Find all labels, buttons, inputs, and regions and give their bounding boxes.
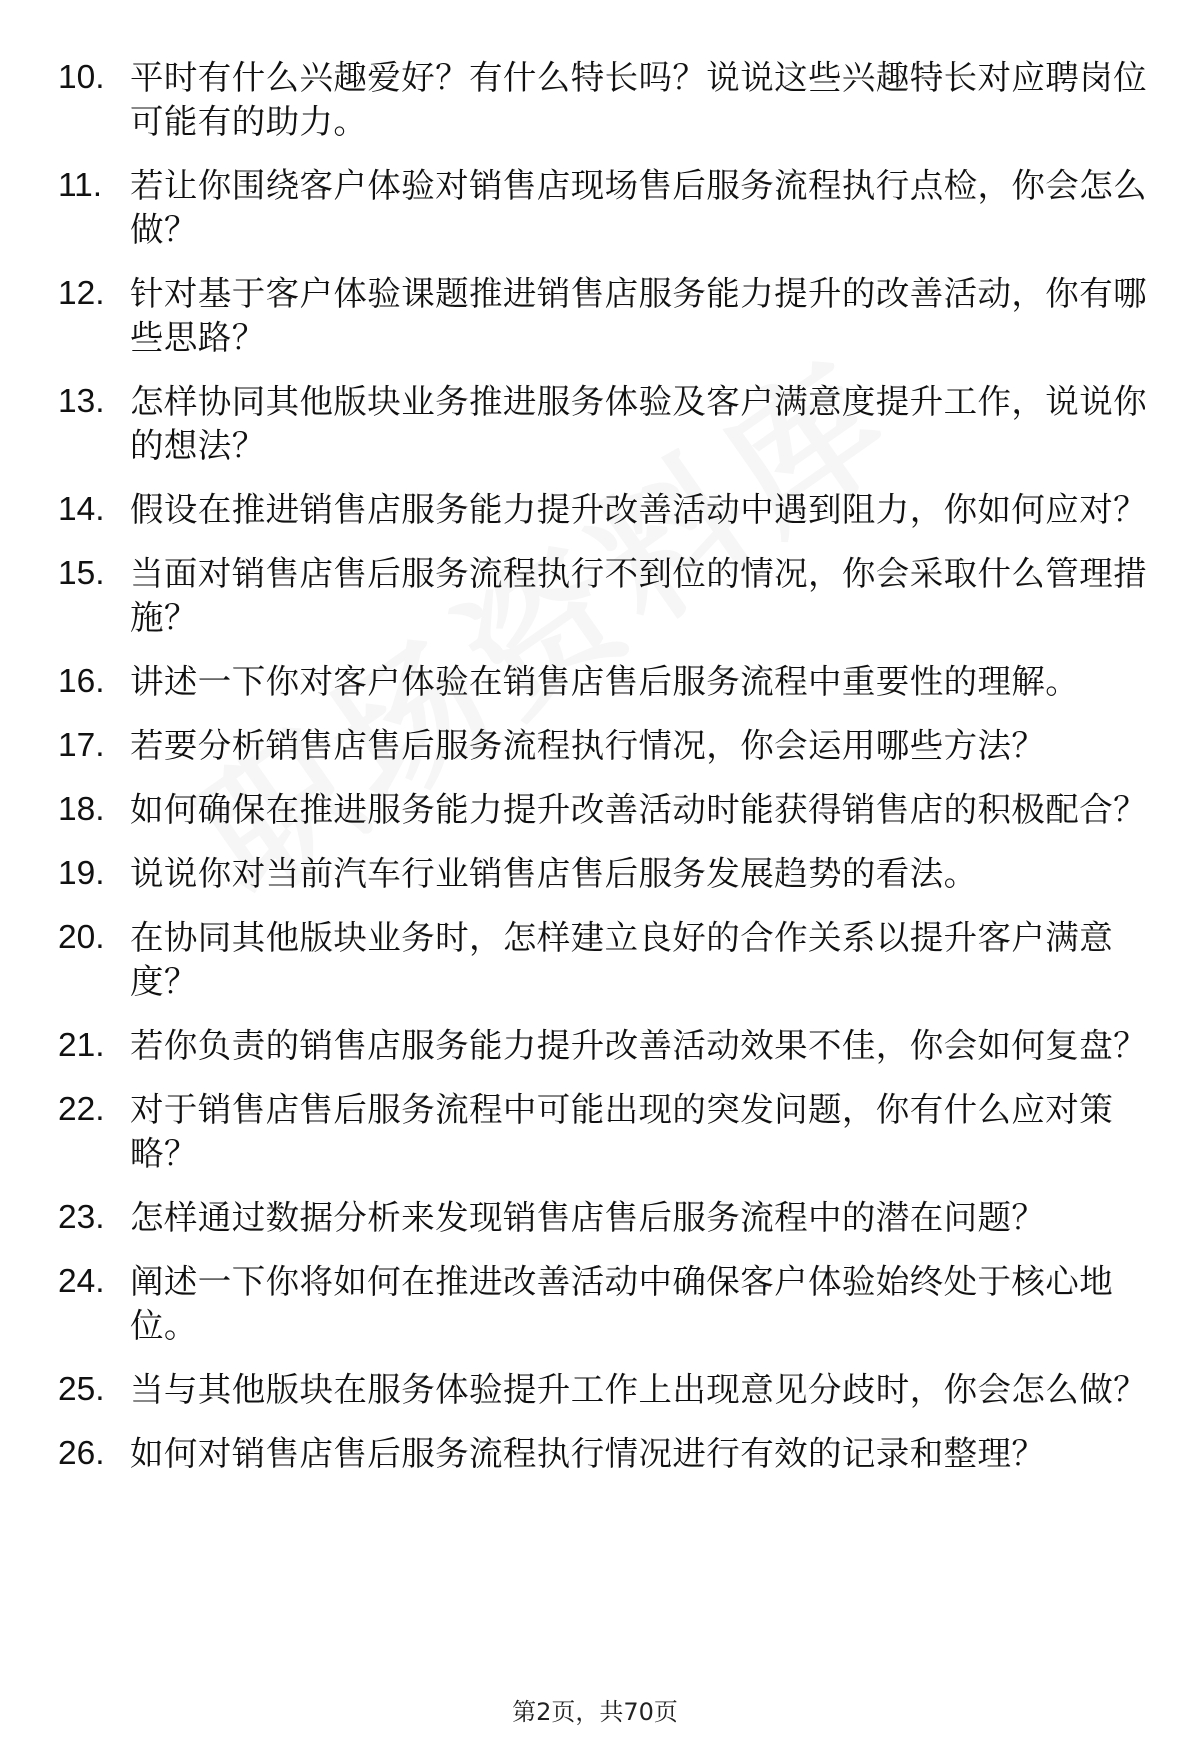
question-number: 15.	[58, 555, 105, 592]
question-number: 12.	[58, 275, 105, 312]
question-number: 22.	[58, 1091, 105, 1128]
question-text: 对于销售店售后服务流程中可能出现的突发问题，你有什么应对策略？	[130, 1090, 1114, 1173]
question-text: 若让你围绕客户体验对销售店现场售后服务流程执行点检，你会怎么做？	[130, 166, 1147, 249]
question-item	[58, 1432, 1150, 1476]
question-text: 假设在推进销售店服务能力提升改善活动中遇到阻力，你如何应对？	[130, 490, 1147, 529]
question-number: 14.	[58, 491, 105, 528]
question-item	[58, 1088, 1150, 1176]
question-item	[58, 488, 1150, 532]
question-number: 26.	[58, 1435, 105, 1472]
question-item	[58, 916, 1150, 1004]
question-item	[58, 660, 1150, 704]
question-item	[58, 788, 1150, 832]
question-number: 24.	[58, 1263, 105, 1300]
question-item	[58, 272, 1150, 360]
question-item	[58, 1024, 1150, 1068]
question-number: 13.	[58, 383, 105, 420]
question-item	[58, 56, 1150, 144]
question-text: 当与其他版块在服务体验提升工作上出现意见分歧时，你会怎么做？	[130, 1370, 1147, 1409]
question-text: 平时有什么兴趣爱好？有什么特长吗？说说这些兴趣特长对应聘岗位可能有的助力。	[130, 58, 1147, 141]
question-text: 在协同其他版块业务时，怎样建立良好的合作关系以提升客户满意度？	[130, 918, 1114, 1001]
question-list	[58, 56, 1150, 1496]
question-number: 20.	[58, 919, 105, 956]
question-text: 说说你对当前汽车行业销售店售后服务发展趋势的看法。	[130, 854, 978, 893]
page-footer	[0, 1692, 1190, 1727]
question-number: 19.	[58, 855, 105, 892]
question-text: 当面对销售店售后服务流程执行不到位的情况，你会采取什么管理措施？	[130, 554, 1147, 637]
question-number: 10.	[58, 59, 105, 96]
question-number: 21.	[58, 1027, 105, 1064]
question-item	[58, 1368, 1150, 1412]
question-text: 若你负责的销售店服务能力提升改善活动效果不佳，你会如何复盘？	[130, 1026, 1147, 1065]
question-number: 25.	[58, 1371, 105, 1408]
question-number: 11.	[58, 167, 103, 204]
question-text: 如何确保在推进服务能力提升改善活动时能获得销售店的积极配合？	[130, 790, 1147, 829]
question-item	[58, 380, 1150, 468]
question-number: 17.	[58, 727, 105, 764]
question-text: 如何对销售店售后服务流程执行情况进行有效的记录和整理？	[130, 1434, 1046, 1473]
question-text: 若要分析销售店售后服务流程执行情况，你会运用哪些方法？	[130, 726, 1046, 765]
question-item	[58, 552, 1150, 640]
question-text: 怎样协同其他版块业务推进服务体验及客户满意度提升工作，说说你的想法？	[130, 382, 1147, 465]
question-number: 16.	[58, 663, 105, 700]
question-text: 阐述一下你将如何在推进改善活动中确保客户体验始终处于核心地位。	[130, 1262, 1114, 1345]
question-item	[58, 852, 1150, 896]
question-item	[58, 1260, 1150, 1348]
page-number-label: 第2页，共70页	[512, 1698, 678, 1726]
question-text: 怎样通过数据分析来发现销售店售后服务流程中的潜在问题？	[130, 1198, 1046, 1237]
question-text: 针对基于客户体验课题推进销售店服务能力提升的改善活动，你有哪些思路？	[130, 274, 1147, 357]
question-item	[58, 724, 1150, 768]
question-item	[58, 1196, 1150, 1240]
question-number: 23.	[58, 1199, 105, 1236]
question-number: 18.	[58, 791, 105, 828]
question-item	[58, 164, 1150, 252]
question-text: 讲述一下你对客户体验在销售店售后服务流程中重要性的理解。	[130, 662, 1080, 701]
